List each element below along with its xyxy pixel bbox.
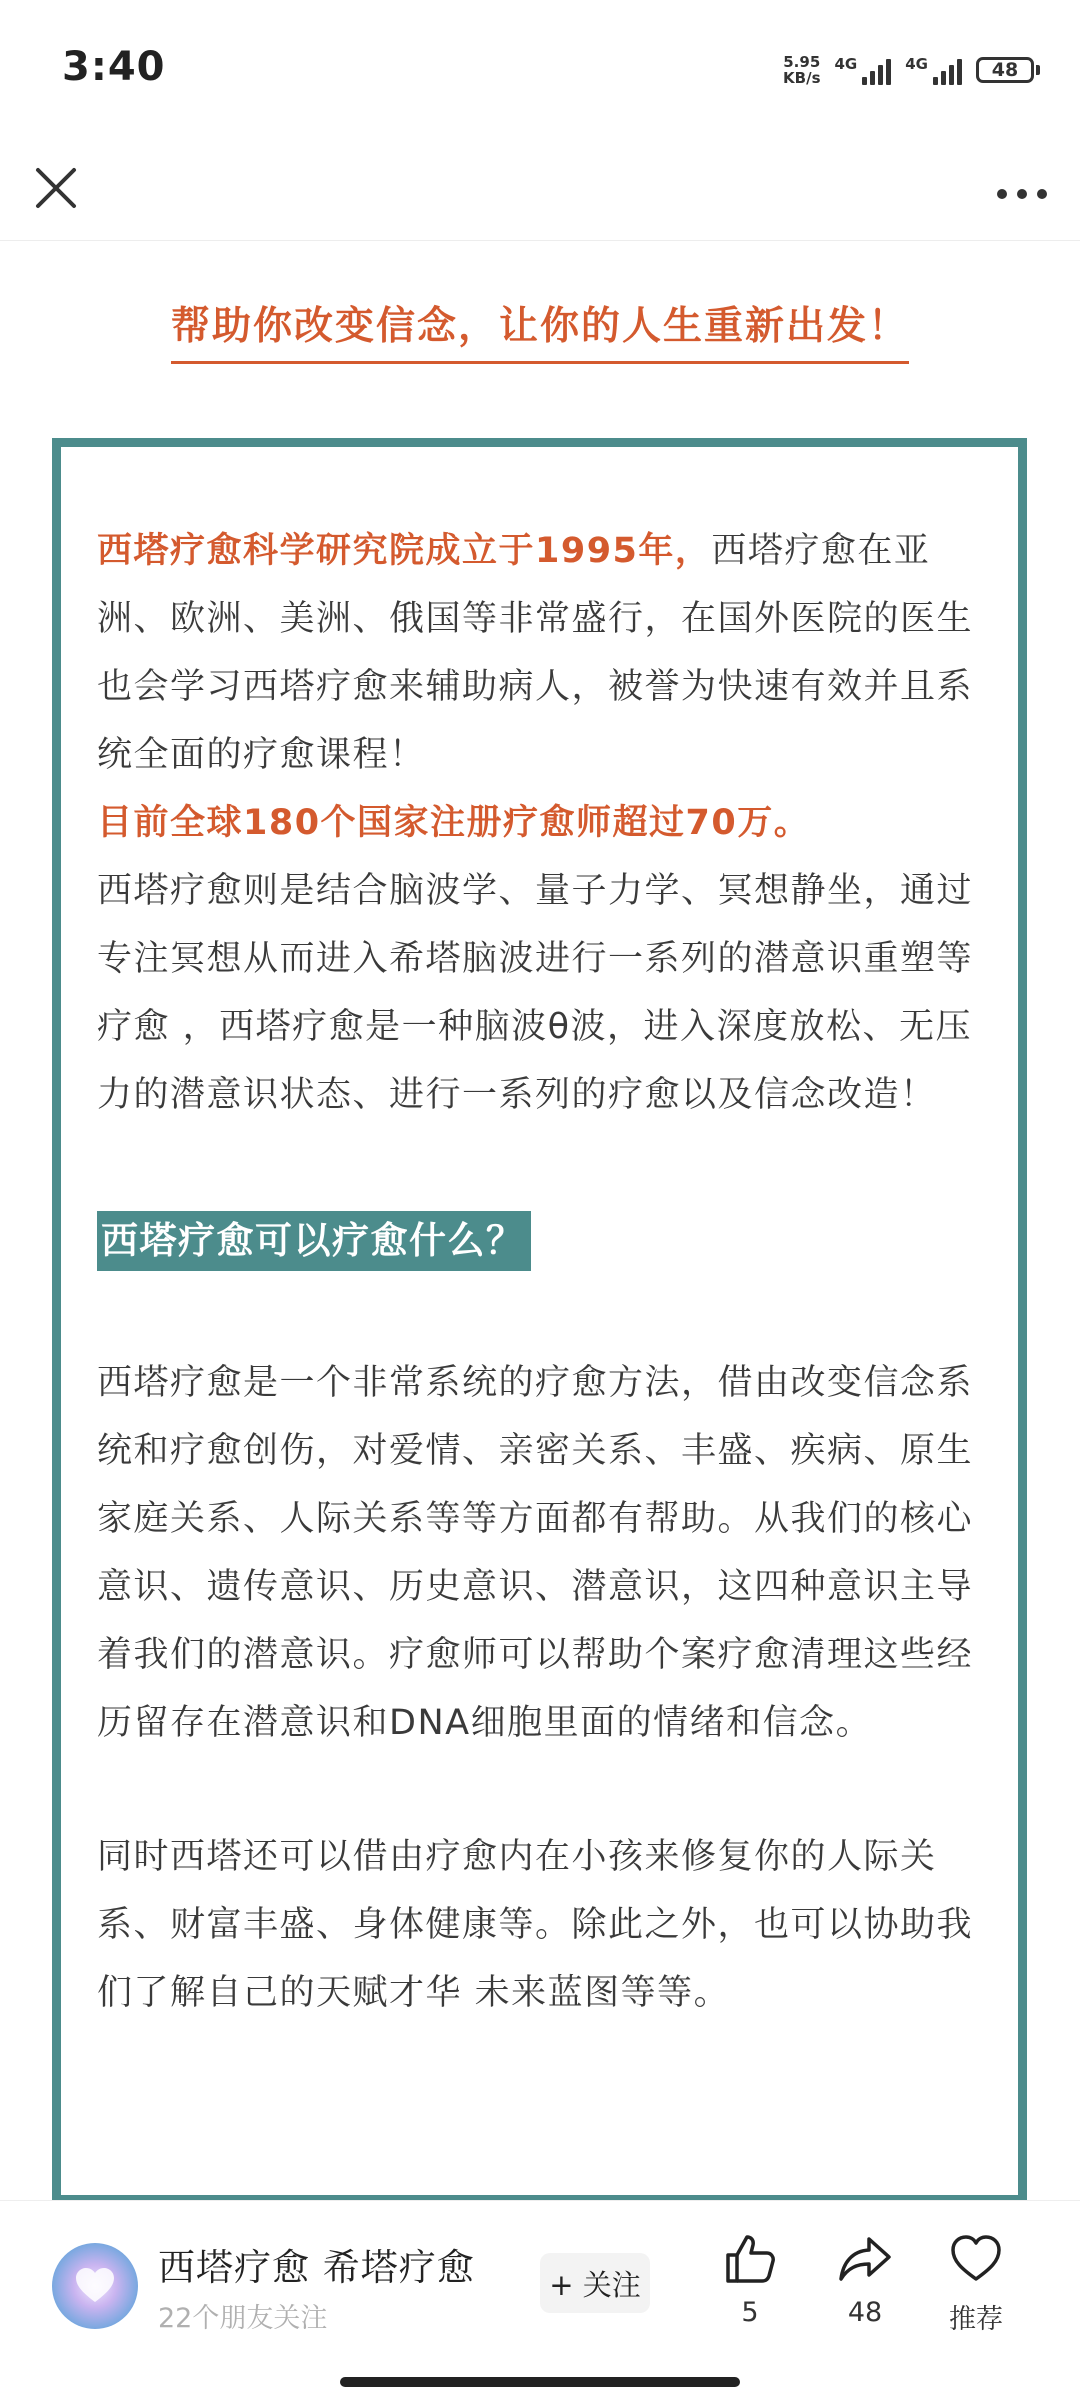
follow-button[interactable]: + 关注 <box>540 2253 650 2313</box>
thumbs-up-icon <box>722 2231 778 2287</box>
content-frame <box>52 438 1027 2204</box>
signal-bar <box>949 65 954 85</box>
signal-icon <box>905 55 962 85</box>
section-paragraph: 西塔疗愈是一个非常系统的疗愈方法，借由改变信念系统和疗愈创伤，对爱情、亲密关系、丰盛、疾病、原生家庭关系、人际关系等等方面都有帮助。从我们的核心意识、遗传意识、历史意识、潜意识，这四种意识主导着我们的潜意识。疗愈师可以帮助个案疗愈清理这些经历留存在潜意识和DNA细胞里面的情绪和信念。 <box>97 1363 974 1743</box>
article-headline <box>0 295 1080 364</box>
author-name[interactable]: 西塔疗愈 希塔疗愈 <box>158 2246 475 2289</box>
close-icon <box>28 160 84 216</box>
like-count: 5 <box>741 2297 759 2328</box>
network-speed <box>783 54 820 86</box>
spacer <box>97 1757 977 1823</box>
signal-bar <box>933 77 938 85</box>
share-arrow-icon <box>837 2231 893 2287</box>
bottom-bar <box>0 2200 1080 2401</box>
more-dots-icon <box>992 160 1052 216</box>
avatar[interactable] <box>52 2243 138 2329</box>
section-title: 西塔疗愈可以疗愈什么？ <box>97 1211 531 1271</box>
friends-following-count: 22个朋友关注 <box>158 2303 328 2334</box>
intro-paragraph <box>97 517 977 789</box>
intro-text: 西塔疗愈在亚洲、欧洲、美洲、俄国等非常盛行，在国外医院的医生也会学习西塔疗愈来辅助病人，被誉为快速有效并且系统全面的疗愈课程！ <box>97 531 974 775</box>
share-count: 48 <box>847 2297 883 2328</box>
signal-icon <box>835 55 892 85</box>
signal-type-label: 4G <box>834 55 858 73</box>
signal-bar <box>870 71 875 85</box>
section-paragraph: 同时西塔还可以借由疗愈内在小孩来修复你的人际关系、财富丰盛、身体健康等。除此之外，也可以协助我们了解自己的天赋才华 未来蓝图等等。 <box>97 1837 974 2013</box>
network-speed-value: 5.95 <box>783 53 821 71</box>
like-button[interactable] <box>700 2231 800 2328</box>
spacer <box>97 1271 977 1349</box>
signal-bar <box>878 65 883 85</box>
signal-bar <box>957 59 962 85</box>
close-button[interactable] <box>28 160 84 216</box>
spacer <box>97 1129 977 1211</box>
signal-bar <box>862 77 867 85</box>
recommend-label: 推荐 <box>949 2304 1003 2335</box>
method-paragraph: 西塔疗愈则是结合脑波学、量子力学、冥想静坐，通过专注冥想从而进入希塔脑波进行一系列的潜意识重塑等疗愈 ，西塔疗愈是一种脑波θ波，进入深度放松、无压力的潜意识状态、进行一系列的疗愈以及信念改造！ <box>97 871 974 1115</box>
headline-text: 帮助你改变信念，让你的人生重新出发！ <box>171 295 909 364</box>
battery-tip <box>1036 65 1040 75</box>
article-body <box>97 517 977 2027</box>
home-indicator[interactable] <box>340 2377 740 2387</box>
recommend-button[interactable] <box>926 2231 1026 2336</box>
nav-bar <box>0 140 1080 241</box>
status-time: 3:40 <box>62 44 166 90</box>
signal-bar <box>886 59 891 85</box>
network-speed-unit: KB/s <box>783 69 821 87</box>
battery-level: 48 <box>976 57 1034 83</box>
status-bar <box>0 0 1080 140</box>
stat-highlight: 目前全球180个国家注册疗愈师超过70万。 <box>97 803 811 843</box>
battery-icon <box>976 57 1040 83</box>
more-options-button[interactable] <box>992 160 1052 216</box>
heart-outline-icon <box>948 2231 1004 2287</box>
share-button[interactable] <box>815 2231 915 2328</box>
status-indicators <box>783 50 1040 90</box>
heart-icon <box>73 2266 117 2306</box>
signal-bar <box>941 71 946 85</box>
intro-highlight: 西塔疗愈科学研究院成立于1995年， <box>97 531 712 571</box>
signal-type-label: 4G <box>905 55 928 73</box>
